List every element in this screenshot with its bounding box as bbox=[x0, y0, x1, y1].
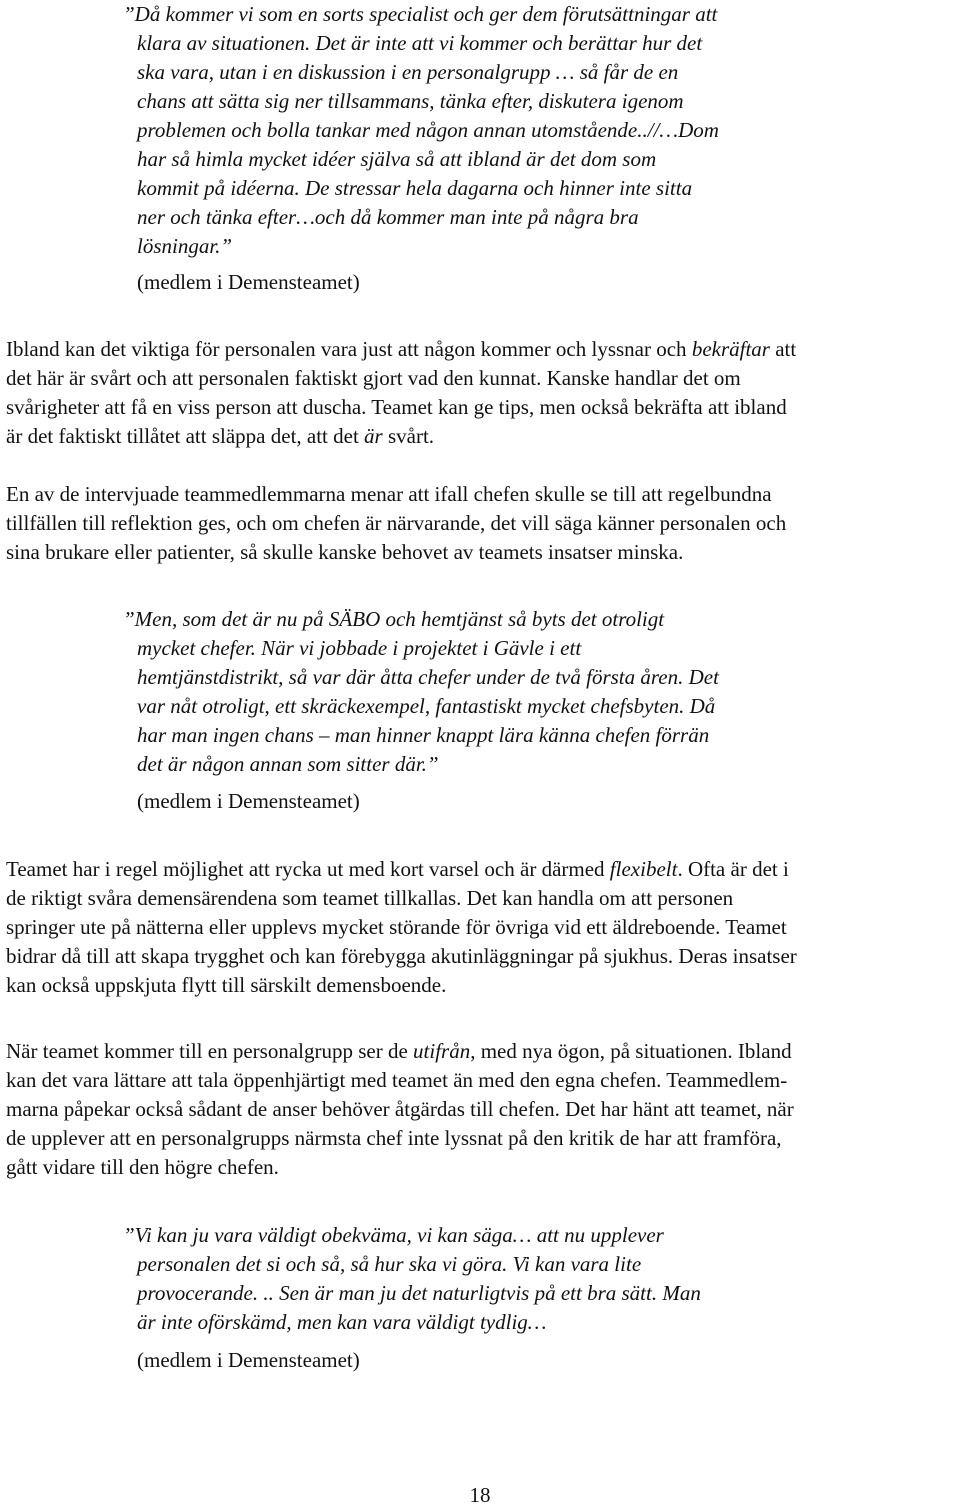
quote-line: personalen det si och så, så hur ska vi göra. Vi kan vara lite bbox=[137, 1252, 642, 1276]
paragraph-line: de upplever att en personalgrupps närmsta chef inte lyssnat på den kritik de har att framföra, bbox=[6, 1126, 782, 1150]
quote-line: ner och tänka efter…och då kommer man inte på några bra bbox=[137, 205, 639, 229]
quote-line: ”Då kommer vi som en sorts specialist och ger dem förutsättningar att bbox=[123, 2, 718, 26]
quote-block-3 bbox=[123, 1221, 843, 1337]
quote-line: har man ingen chans – man hinner knappt lära känna chefen förrän bbox=[137, 723, 710, 747]
paragraph-line: är det faktiskt tillåtet att släppa det, att det är svårt. bbox=[6, 424, 435, 448]
quote-line: ”Men, som det är nu på SÄBO och hemtjänst så byts det otroligt bbox=[123, 607, 665, 631]
quote-attribution-3: (medlem i Demensteamet) bbox=[137, 1348, 360, 1372]
quote-attribution-1: (medlem i Demensteamet) bbox=[137, 270, 360, 294]
quote-line: ska vara, utan i en diskussion i en personalgrupp … så får de en bbox=[137, 60, 679, 84]
paragraph-1 bbox=[6, 335, 956, 451]
paragraph-line: springer ute på nätterna eller upplevs mycket störande för övriga vid ett äldreboende. Teamet bbox=[6, 915, 787, 939]
quote-line: lösningar.” bbox=[137, 234, 233, 258]
quote-block-2 bbox=[123, 605, 843, 779]
emphasis-text: är bbox=[364, 424, 383, 448]
emphasis-text: bekräftar bbox=[691, 337, 770, 361]
quote-line: är inte oförskämd, men kan vara väldigt tydlig… bbox=[137, 1310, 547, 1334]
quote-line: problemen och bolla tankar med någon annan utomstående..//…Dom bbox=[137, 118, 719, 142]
paragraph-4 bbox=[6, 1037, 956, 1182]
quote-line: klara av situationen. Det är inte att vi kommer och berättar hur det bbox=[137, 31, 703, 55]
paragraph-line: svårigheter att få en viss person att duscha. Teamet kan ge tips, men också bekräfta att ibland bbox=[6, 395, 787, 419]
paragraph-3 bbox=[6, 855, 956, 1000]
paragraph-line: En av de intervjuade teammedlemmarna menar att ifall chefen skulle se till att regelbundna bbox=[6, 482, 772, 506]
quote-attribution-2: (medlem i Demensteamet) bbox=[137, 789, 360, 813]
paragraph-line: sina brukare eller patienter, så skulle kanske behovet av teamets insatser minska. bbox=[6, 540, 684, 564]
quote-block-1 bbox=[123, 0, 843, 261]
paragraph-line: Teamet har i regel möjlighet att rycka ut med kort varsel och är därmed flexibelt. Ofta är det i bbox=[6, 857, 789, 881]
quote-line: kommit på idéerna. De stressar hela dagarna och hinner inte sitta bbox=[137, 176, 693, 200]
paragraph-line: kan också uppskjuta flytt till särskilt demensboende. bbox=[6, 973, 447, 997]
quote-line: var nåt otroligt, ett skräckexempel, fantastiskt mycket chefsbyten. Då bbox=[137, 694, 716, 718]
paragraph-line: gått vidare till den högre chefen. bbox=[6, 1155, 279, 1179]
quote-line: chans att sätta sig ner tillsammans, tänka efter, diskutera igenom bbox=[137, 89, 684, 113]
quote-line: ”Vi kan ju vara väldigt obekväma, vi kan säga… att nu upplever bbox=[123, 1223, 664, 1247]
paragraph-line: de riktigt svåra demensärendena som teamet tillkallas. Det kan handla om att personen bbox=[6, 886, 734, 910]
quote-line: mycket chefer. När vi jobbade i projektet i Gävle i ett bbox=[137, 636, 582, 660]
paragraph-2 bbox=[6, 480, 956, 567]
paragraph-line: När teamet kommer till en personalgrupp ser de utifrån, med nya ögon, på situationen. Ibland bbox=[6, 1039, 792, 1063]
quote-line: provocerande. .. Sen är man ju det naturligtvis på ett bra sätt. Man bbox=[137, 1281, 701, 1305]
paragraph-line: bidrar då till att skapa trygghet och kan förebygga akutinläggningar på sjukhus. Deras insatser bbox=[6, 944, 797, 968]
paragraph-line: kan det vara lättare att tala öppenhjärtigt med teamet än med den egna chefen. Teammedlem- bbox=[6, 1068, 788, 1092]
paragraph-line: tillfällen till reflektion ges, och om chefen är närvarande, det vill säga känner personalen och bbox=[6, 511, 787, 535]
page-number: 18 bbox=[469, 1483, 491, 1507]
paragraph-line: det här är svårt och att personalen faktiskt gjort vad den kunnat. Kanske handlar det om bbox=[6, 366, 741, 390]
quote-line: har så himla mycket idéer själva så att ibland är det dom som bbox=[137, 147, 657, 171]
emphasis-text: utifrån bbox=[413, 1039, 471, 1063]
paragraph-line: Ibland kan det viktiga för personalen vara just att någon kommer och lyssnar och bekräftar att bbox=[6, 337, 797, 361]
emphasis-text: flexibelt bbox=[609, 857, 678, 881]
quote-line: hemtjänstdistrikt, så var där åtta chefer under de två första åren. Det bbox=[137, 665, 719, 689]
quote-line: det är någon annan som sitter där.” bbox=[137, 752, 439, 776]
paragraph-line: marna påpekar också sådant de anser behöver åtgärdas till chefen. Det har hänt att teamet, när bbox=[6, 1097, 794, 1121]
